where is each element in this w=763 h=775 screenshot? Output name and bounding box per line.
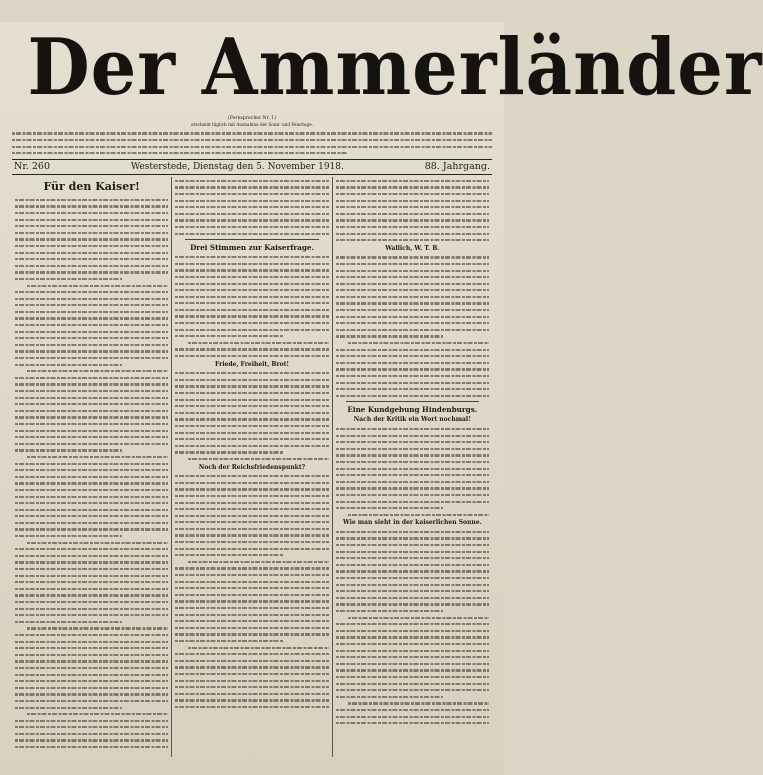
text-line xyxy=(175,429,328,436)
text-line xyxy=(336,339,489,346)
text-line xyxy=(336,438,489,445)
text-line xyxy=(336,392,489,399)
text-line xyxy=(15,651,168,658)
text-line xyxy=(336,299,489,306)
text-line xyxy=(15,611,168,618)
text-line xyxy=(336,627,489,634)
text-line xyxy=(15,268,168,275)
text-line xyxy=(336,352,489,359)
text-line xyxy=(336,534,489,541)
text-line xyxy=(336,561,489,568)
subheader-phone: (Fernsprecher Nr. 1) xyxy=(227,116,277,121)
text-line xyxy=(15,202,168,209)
text-line xyxy=(336,319,489,326)
text-line xyxy=(15,473,168,480)
text-line xyxy=(175,448,328,455)
text-line xyxy=(175,677,328,684)
text-line xyxy=(15,644,168,651)
text-line xyxy=(15,314,168,321)
text-line xyxy=(336,607,489,614)
text-line xyxy=(15,341,168,348)
newspaper-page xyxy=(0,22,763,775)
text-line xyxy=(175,253,328,260)
text-line xyxy=(15,249,168,256)
text-line xyxy=(336,660,489,667)
text-line xyxy=(175,505,328,512)
text-line xyxy=(175,455,328,462)
text-line xyxy=(15,598,168,605)
column-2-text-top xyxy=(175,177,328,236)
text-line xyxy=(336,346,489,353)
text-line xyxy=(15,413,168,420)
text-line xyxy=(175,230,328,237)
text-line xyxy=(336,253,489,260)
text-line xyxy=(175,670,328,677)
text-line xyxy=(336,548,489,555)
text-line xyxy=(175,260,328,267)
text-line xyxy=(175,525,328,532)
text-line xyxy=(15,743,168,750)
text-line xyxy=(336,719,489,726)
text-line xyxy=(336,197,489,204)
text-line xyxy=(336,541,489,548)
text-line xyxy=(175,657,328,664)
text-line xyxy=(175,512,328,519)
column-3-text-mid2 xyxy=(336,425,489,517)
text-line xyxy=(336,511,489,518)
article-columns xyxy=(12,177,492,757)
column-3-text-mid xyxy=(336,253,489,398)
text-line xyxy=(15,255,168,262)
text-line xyxy=(175,611,328,618)
text-line xyxy=(336,365,489,372)
text-line xyxy=(15,301,168,308)
text-line xyxy=(336,554,489,561)
column-3 xyxy=(333,177,492,757)
text-line xyxy=(15,321,168,328)
text-line xyxy=(15,558,168,565)
text-line xyxy=(15,328,168,335)
text-line xyxy=(336,286,489,293)
text-line xyxy=(336,713,489,720)
text-line xyxy=(175,663,328,670)
text-line xyxy=(175,319,328,326)
text-line xyxy=(175,472,328,479)
subhead-reichsfriedenspunkt: Noch der Reichsfriedenspunkt? xyxy=(198,463,306,471)
text-line xyxy=(336,484,489,491)
text-line xyxy=(175,558,328,565)
text-line xyxy=(15,196,168,203)
text-line xyxy=(175,216,328,223)
text-line xyxy=(336,653,489,660)
text-line xyxy=(175,571,328,578)
headline-drei-stimmen: Drei Stimmen zur Kaiserfrage. xyxy=(190,243,314,253)
column-2-text-mid xyxy=(175,253,328,359)
text-line xyxy=(15,552,168,559)
text-line xyxy=(175,617,328,624)
text-line xyxy=(336,594,489,601)
text-line xyxy=(15,420,168,427)
text-line xyxy=(175,312,328,319)
text-line xyxy=(15,730,168,737)
subscription-info xyxy=(12,129,492,155)
text-line xyxy=(336,230,489,237)
text-line xyxy=(15,433,168,440)
text-line xyxy=(175,597,328,604)
text-line xyxy=(175,479,328,486)
text-line xyxy=(15,532,168,539)
text-line xyxy=(336,465,489,472)
text-line xyxy=(175,422,328,429)
text-line xyxy=(336,236,489,243)
subhead-kritik: Nach der Kritik ein Wort nochmal! xyxy=(353,416,471,424)
text-line xyxy=(336,647,489,654)
text-line xyxy=(15,525,168,532)
text-line xyxy=(175,369,328,376)
text-line xyxy=(15,717,168,724)
text-line xyxy=(175,690,328,697)
text-line xyxy=(15,499,168,506)
text-line xyxy=(175,683,328,690)
text-line xyxy=(336,478,489,485)
text-line xyxy=(15,591,168,598)
text-line xyxy=(175,376,328,383)
text-line xyxy=(15,710,168,717)
text-line xyxy=(175,564,328,571)
text-line xyxy=(15,394,168,401)
text-line xyxy=(336,359,489,366)
text-line xyxy=(336,581,489,588)
text-line xyxy=(336,600,489,607)
text-line xyxy=(15,380,168,387)
divider xyxy=(346,401,479,402)
text-line xyxy=(15,308,168,315)
text-line xyxy=(175,280,328,287)
text-line xyxy=(15,275,168,282)
text-line xyxy=(15,446,168,453)
text-line xyxy=(175,402,328,409)
text-line xyxy=(336,379,489,386)
text-line xyxy=(15,585,168,592)
text-line xyxy=(175,183,328,190)
text-line xyxy=(15,407,168,414)
text-line xyxy=(336,306,489,313)
text-line xyxy=(15,539,168,546)
text-line xyxy=(15,723,168,730)
text-line xyxy=(15,572,168,579)
text-line xyxy=(15,677,168,684)
text-line xyxy=(15,664,168,671)
text-line xyxy=(15,493,168,500)
text-line xyxy=(15,506,168,513)
text-line xyxy=(15,638,168,645)
text-line xyxy=(15,565,168,572)
text-line xyxy=(15,684,168,691)
text-line xyxy=(336,293,489,300)
headline-fuer-den-kaiser: Für den Kaiser! xyxy=(43,179,140,193)
text-line xyxy=(15,242,168,249)
text-line xyxy=(15,657,168,664)
text-line xyxy=(336,432,489,439)
column-2 xyxy=(172,177,332,757)
column-2-text-bottom xyxy=(175,472,328,709)
text-line xyxy=(175,409,328,416)
text-line xyxy=(15,736,168,743)
text-line xyxy=(336,620,489,627)
text-line xyxy=(175,442,328,449)
text-line xyxy=(175,644,328,651)
text-line xyxy=(175,624,328,631)
text-line xyxy=(175,223,328,230)
text-line xyxy=(336,190,489,197)
text-line xyxy=(175,578,328,585)
text-line xyxy=(175,545,328,552)
text-line xyxy=(336,491,489,498)
text-line xyxy=(15,216,168,223)
text-line xyxy=(336,210,489,217)
column-3-text-top xyxy=(336,177,489,243)
text-line xyxy=(336,313,489,320)
text-line xyxy=(15,605,168,612)
text-line xyxy=(15,295,168,302)
dateline-bar xyxy=(12,159,492,175)
text-line xyxy=(175,630,328,637)
text-line xyxy=(336,267,489,274)
text-line xyxy=(336,177,489,184)
text-line xyxy=(15,361,168,368)
text-line xyxy=(175,286,328,293)
text-line xyxy=(15,486,168,493)
text-line xyxy=(175,332,328,339)
text-line xyxy=(175,485,328,492)
text-line xyxy=(336,706,489,713)
text-line xyxy=(336,216,489,223)
text-line xyxy=(15,704,168,711)
text-line xyxy=(15,387,168,394)
subheader-publication: erscheint täglich mit Ausnahme der Sonn- und Feiertage. xyxy=(190,122,314,127)
text-line xyxy=(15,631,168,638)
text-line xyxy=(15,235,168,242)
text-line xyxy=(175,345,328,352)
text-line xyxy=(175,604,328,611)
subhead-wallich: Wallich, W. T. B. xyxy=(385,244,440,252)
text-line xyxy=(15,519,168,526)
text-line xyxy=(175,492,328,499)
text-line xyxy=(175,203,328,210)
text-line xyxy=(15,334,168,341)
text-line xyxy=(15,479,168,486)
text-line xyxy=(175,551,328,558)
issue-number: Nr. 260 xyxy=(14,160,50,172)
text-line xyxy=(15,453,168,460)
text-line xyxy=(15,347,168,354)
subhead-kaiserliche-sonne: Wie man sieht in der kaiserlichen Sonne. xyxy=(342,519,482,527)
text-line xyxy=(336,633,489,640)
text-line xyxy=(15,367,168,374)
text-line xyxy=(175,352,328,359)
text-line xyxy=(15,282,168,289)
column-1-text xyxy=(15,196,168,750)
text-line xyxy=(336,451,489,458)
text-line xyxy=(15,354,168,361)
text-line xyxy=(175,499,328,506)
text-line xyxy=(336,699,489,706)
text-line xyxy=(15,440,168,447)
text-line xyxy=(336,567,489,574)
text-line xyxy=(175,197,328,204)
text-line xyxy=(15,460,168,467)
text-line xyxy=(175,703,328,710)
text-line xyxy=(175,650,328,657)
issue-date: Westerstede, Dienstag den 5. November 1918. xyxy=(130,161,344,172)
text-line xyxy=(336,504,489,511)
text-line xyxy=(336,425,489,432)
text-line xyxy=(175,538,328,545)
text-line xyxy=(175,396,328,403)
text-line xyxy=(15,671,168,678)
text-line xyxy=(15,288,168,295)
text-line xyxy=(175,326,328,333)
text-line xyxy=(175,293,328,300)
text-line xyxy=(15,427,168,434)
text-line xyxy=(175,273,328,280)
text-line xyxy=(336,326,489,333)
text-line xyxy=(15,545,168,552)
text-line xyxy=(175,637,328,644)
text-line xyxy=(15,222,168,229)
headline-hindenburg: Eine Kundgebung Hindenburgs. xyxy=(347,405,478,415)
text-line xyxy=(336,614,489,621)
text-line xyxy=(336,640,489,647)
text-line xyxy=(336,445,489,452)
text-line xyxy=(15,229,168,236)
text-line xyxy=(175,584,328,591)
text-line xyxy=(336,680,489,687)
text-line xyxy=(175,210,328,217)
text-line xyxy=(336,260,489,267)
text-line xyxy=(336,528,489,535)
divider xyxy=(185,239,318,240)
text-line xyxy=(336,666,489,673)
text-line xyxy=(175,382,328,389)
text-line xyxy=(175,531,328,538)
text-line xyxy=(175,339,328,346)
column-2-text-mid2 xyxy=(175,369,328,461)
text-line xyxy=(175,266,328,273)
text-line xyxy=(15,374,168,381)
text-line xyxy=(15,512,168,519)
text-line xyxy=(15,697,168,704)
volume-number: 88. Jahrgang. xyxy=(424,160,490,172)
text-line xyxy=(336,372,489,379)
text-line xyxy=(336,587,489,594)
text-line xyxy=(15,209,168,216)
text-line xyxy=(336,280,489,287)
text-line xyxy=(336,203,489,210)
text-line xyxy=(175,415,328,422)
text-line xyxy=(336,332,489,339)
text-line xyxy=(336,686,489,693)
text-line xyxy=(15,624,168,631)
text-line xyxy=(15,618,168,625)
text-line xyxy=(175,299,328,306)
text-line xyxy=(15,466,168,473)
text-line xyxy=(175,435,328,442)
subhead-friede: Friede, Freiheit, Brot! xyxy=(214,360,290,368)
text-line xyxy=(175,591,328,598)
text-line xyxy=(336,385,489,392)
text-line xyxy=(175,177,328,184)
text-line xyxy=(336,183,489,190)
column-1 xyxy=(12,177,172,757)
text-line xyxy=(336,273,489,280)
text-line xyxy=(15,400,168,407)
text-line xyxy=(336,458,489,465)
text-line xyxy=(175,696,328,703)
column-3-text-bottom xyxy=(336,528,489,726)
text-line xyxy=(15,262,168,269)
text-line xyxy=(15,690,168,697)
text-line xyxy=(336,673,489,680)
text-line xyxy=(175,306,328,313)
text-line xyxy=(336,693,489,700)
text-line xyxy=(336,498,489,505)
text-line xyxy=(175,518,328,525)
text-line xyxy=(336,574,489,581)
text-line xyxy=(15,578,168,585)
text-line xyxy=(336,223,489,230)
text-line xyxy=(175,389,328,396)
text-line xyxy=(336,471,489,478)
masthead-title: Der Ammerländer xyxy=(27,22,763,113)
text-line xyxy=(175,190,328,197)
